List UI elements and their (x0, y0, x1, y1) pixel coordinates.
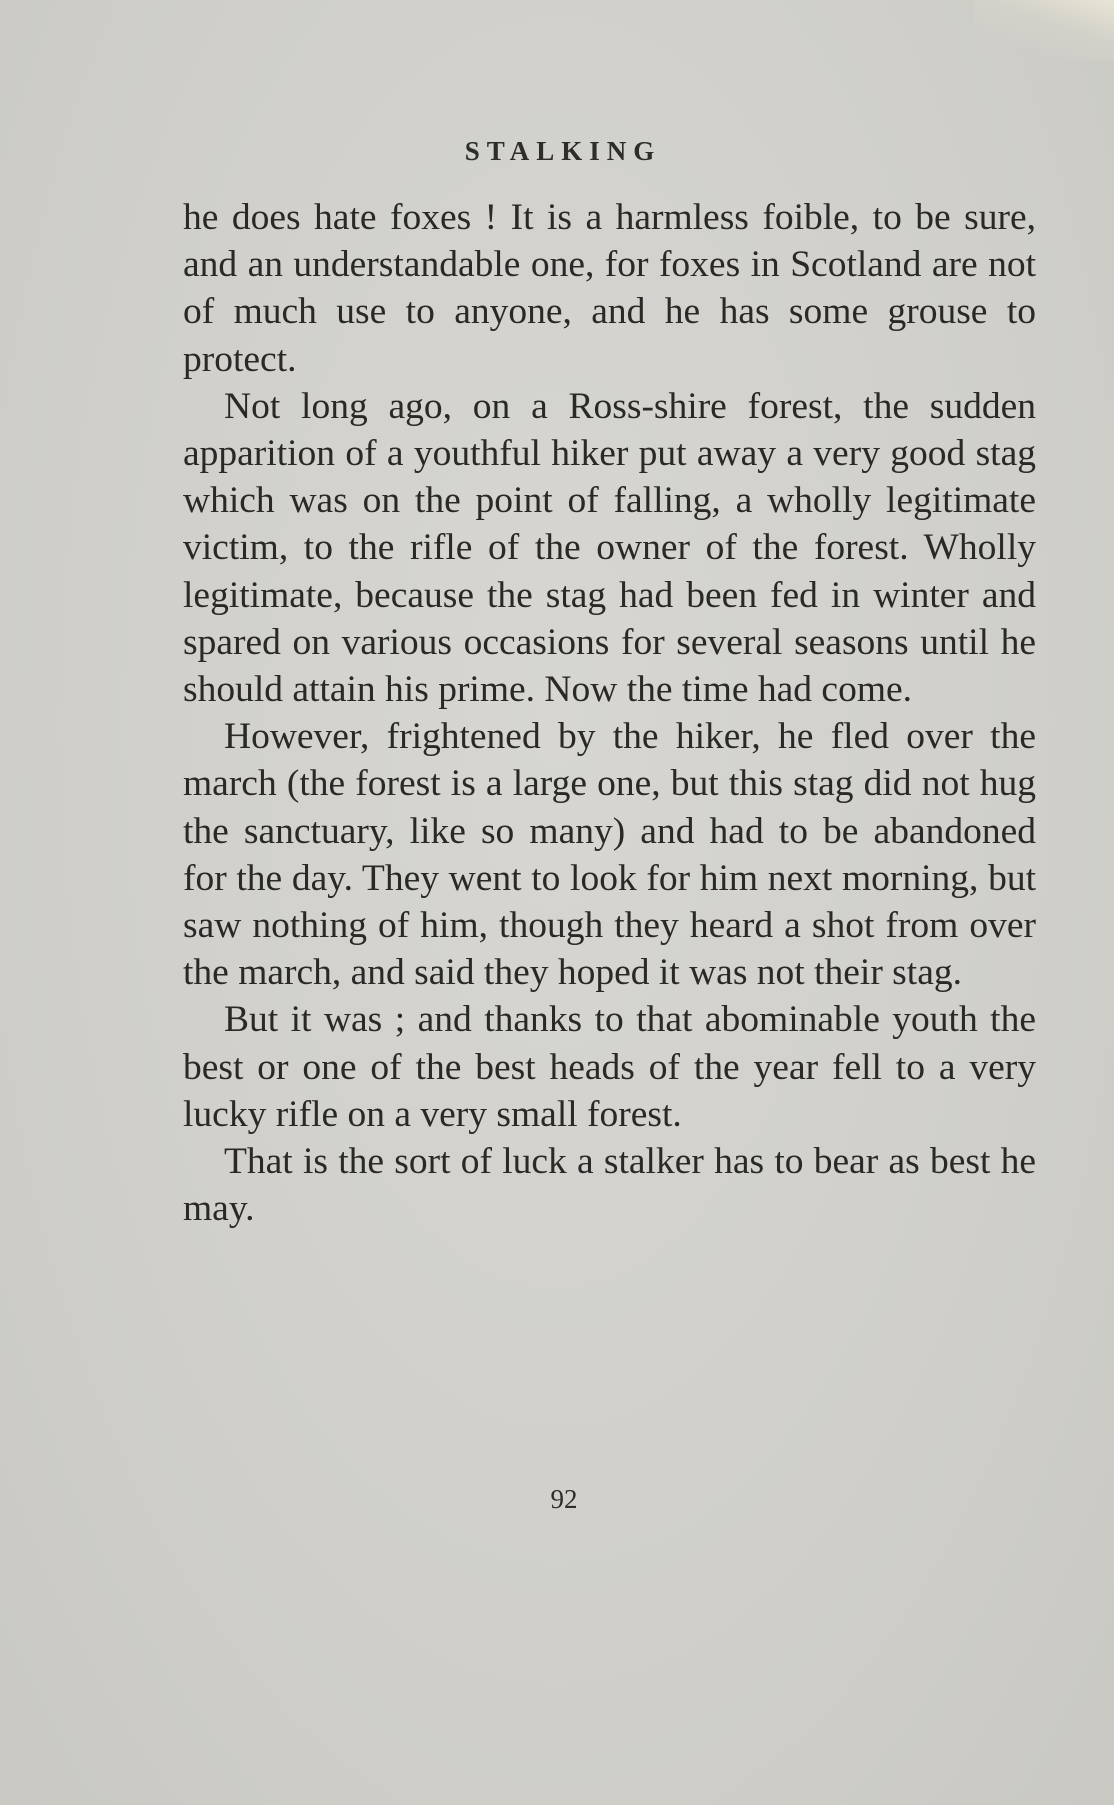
paragraph-but-it-was: But it was ; and thanks to that abominable youth the best or one of the best heads of the year fell to a very lucky rifle on a very small forest. (183, 999, 1036, 1135)
paragraph-continuation: he does hate foxes ! It is a harmless foible, to be sure, and an understandable one, for foxes in Scotland are not of much use to anyone, and he has some grouse to protect. (183, 197, 1036, 380)
running-head: STALKING (464, 136, 662, 166)
paragraph-hiker: However, frightened by the hiker, he fled over the march (the forest is a large one, but this stag did not hug the sanctuary, like so many) and had to be abandoned for the day. They went to look for him next morning, but saw nothing of him, though they heard a shot from over the march, and said they hoped it was not their stag. (183, 716, 1036, 994)
paragraph-ross-shire: Not long ago, on a Ross-shire forest, the sudden apparition of a youthful hiker put away a very good stag which was on the point of falling, a wholly legitimate victim, to the rifle of the owner of the forest. Wholly legitimate, because the stag had been fed in winter and spared on various occasions for several seasons until he should attain his prime. Now the time had come. (183, 385, 1036, 711)
page-number: 92 (550, 1484, 578, 1514)
body-text (183, 194, 1036, 1232)
page-corner-shading (974, 0, 1114, 60)
paragraph-luck: That is the sort of luck a stalker has to bear as best he may. (183, 1141, 1036, 1230)
